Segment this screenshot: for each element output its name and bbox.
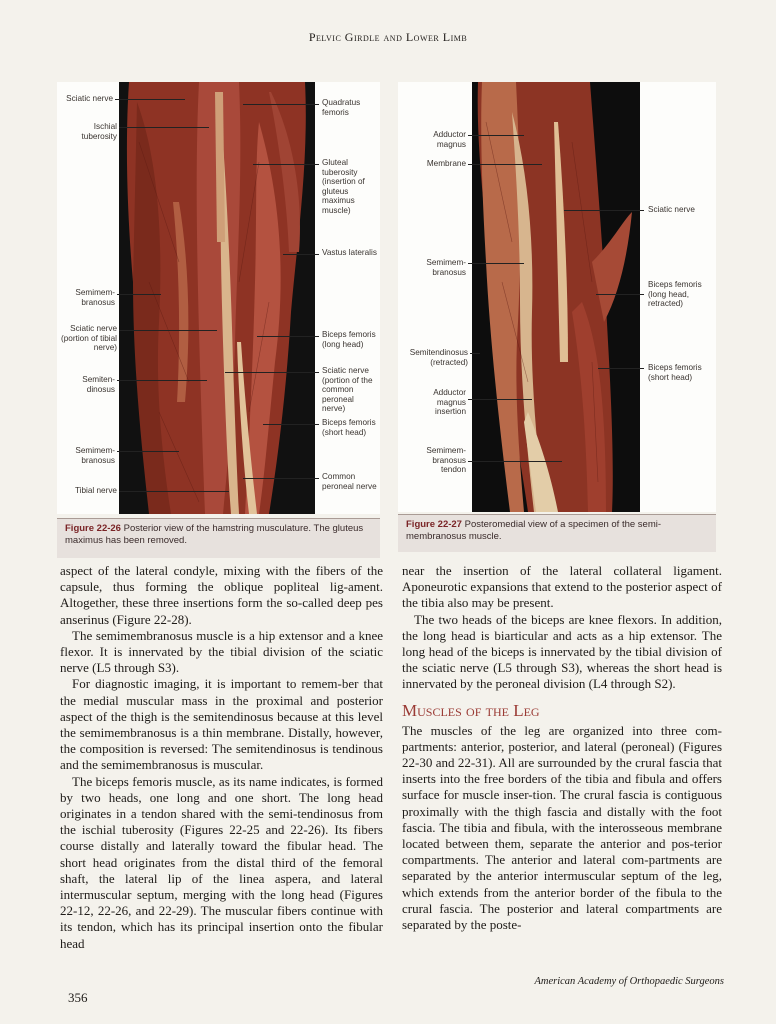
paragraph: The two heads of the biceps are knee flexors. In addition, the long head is biarticular and acts as a hip extensor. The long head of the biceps is innervated by the tibial division of the sciatic nerve (L5 through S3), whereas the short head is innervated by the peroneal division (L4 through S2).	[402, 611, 722, 692]
leader-line	[283, 254, 319, 255]
paragraph: The biceps femoris muscle, as its name indicates, is formed by two heads, one long and one short. The long head originates in a tendon shared with the semi-tendinosus from the ischial tuberosity (Figures 22-25 and 22-26). Its fibers course distally and laterally toward the fibular head. The short head originates from the distal third of the femoral shaft, the lateral lip of the linea aspera, and lateral intermuscular septum, merging with the long head (Figures 22-12, 22-26, and 22-29). The muscular fibers continue with its tendon, which has its principal insertion onto the fibular head	[60, 773, 383, 951]
label-semimembranosus-tendon: Semimem-branosus tendon	[426, 446, 466, 475]
label-sciatic-nerve-tibial: Sciatic nerve (portion of tibial nerve)	[61, 324, 117, 353]
leader-line	[253, 164, 319, 165]
caption-text: Posteromedial view of a specimen of the semi-membranosus muscle.	[406, 519, 662, 542]
publisher-footer: American Academy of Orthopaedic Surgeons	[534, 976, 724, 987]
page-number: 356	[68, 990, 88, 1005]
label-adductor-magnus-insertion: Adductor magnus insertion	[433, 388, 466, 417]
leader-line	[119, 127, 209, 128]
label-sciatic-nerve-peroneal: Sciatic nerve (portion of the common peroneal nerve)	[322, 366, 373, 414]
leader-line	[243, 104, 319, 105]
label-common-peroneal-nerve: Common peroneal nerve	[322, 472, 377, 491]
label-sciatic-nerve: Sciatic nerve	[66, 94, 113, 103]
leader-line	[470, 353, 480, 354]
label-gluteal-tuberosity: Gluteal tuberosity (insertion of gluteus maximus muscle)	[322, 158, 365, 215]
leader-line	[468, 263, 524, 264]
caption-label: Figure 22-26	[65, 523, 121, 534]
paragraph: The semimembranosus muscle is a hip extensor and a knee flexor. It is innervated by the tibial division of the sciatic nerve (L5 through S3).	[60, 627, 383, 676]
leader-line	[117, 451, 179, 452]
figure-22-26	[57, 82, 380, 558]
label-sciatic-nerve: Sciatic nerve	[648, 205, 695, 214]
label-biceps-femoris-short: Biceps femoris (short head)	[648, 363, 702, 382]
paragraph: near the insertion of the lateral collateral ligament. Aponeurotic expansions that extend to the posterior aspect of the tibia also may be present.	[402, 563, 722, 611]
hamstring-specimen-image	[119, 82, 315, 514]
figure-22-27	[398, 82, 716, 552]
semimembranosus-specimen-image	[472, 82, 640, 512]
label-ischial-tuberosity: Ischial tuberosity	[81, 122, 117, 141]
label-semimembranosus: Semimem-branosus	[75, 288, 115, 307]
figure-22-27-caption	[398, 514, 716, 552]
section-heading: Muscles of the Leg	[402, 700, 540, 720]
paragraph: For diagnostic imaging, it is important to remem-ber that the medial muscular mass in the proximal and posterior aspect of the thigh is the semitendinosus because at this level the semimembranosus is a thin membrane. Distally, however, the composition is reversed: The semitendinosus is tendinous and the semimembranosus is muscular.	[60, 676, 383, 773]
left-column-text	[60, 563, 383, 952]
paragraph: aspect of the lateral condyle, mixing with the fibers of the capsule, thus forming the oblique popliteal lig-ament. Altogether, these three insertions form the so-called deep pes anserinus (Figure 22-28).	[60, 563, 383, 627]
label-biceps-femoris-long: Biceps femoris (long head)	[322, 330, 376, 349]
leader-line	[468, 135, 524, 136]
label-vastus-lateralis: Vastus lateralis	[322, 248, 377, 257]
label-membrane: Membrane	[426, 159, 466, 168]
paragraph: The muscles of the leg are organized into three com-partments: anterior, posterior, and lateral (peroneal) (Figures 22-30 and 22-31). All are surrounded by the crural fascia that inserts into the free borders of the tibia and fibula and offers surface for muscle inser-tion. The crural fascia is contiguous proximally with the thigh fascia and distally with the foot fascia. The tibia and fibula, with the interosseous membrane located between them, separate the anterior and pos-terior compartments. The anterior and lateral com-partments are separated by the anterior intermuscular septum of the leg, which extends from the anterior border of the fibula to the crural fascia. The posterior and lateral compartments are separated by the poste-	[402, 722, 722, 933]
label-biceps-femoris-long-retracted: Biceps femoris (long head, retracted)	[648, 280, 702, 309]
leader-line	[596, 294, 644, 295]
label-tibial-nerve: Tibial nerve	[74, 486, 117, 495]
label-quadratus-femoris: Quadratus femoris	[322, 98, 361, 117]
label-semimembranosus-distal: Semimem-branosus	[75, 446, 115, 465]
leader-line	[564, 210, 644, 211]
leader-line	[468, 399, 532, 400]
label-biceps-femoris-short: Biceps femoris (short head)	[322, 418, 376, 437]
leader-line	[117, 380, 207, 381]
leader-line	[225, 372, 319, 373]
caption-label: Figure 22-27	[406, 519, 462, 530]
figure-22-26-caption	[57, 518, 380, 558]
figure-22-27-photo	[398, 82, 716, 512]
leader-line	[257, 336, 319, 337]
running-head: Pelvic Girdle and Lower Limb	[308, 30, 468, 44]
leader-line	[468, 164, 542, 165]
leader-line	[468, 461, 562, 462]
label-semitendinosus: Semiten-dinosus	[82, 375, 115, 394]
label-semimembranosus: Semimem-branosus	[426, 258, 466, 277]
leader-line	[263, 424, 319, 425]
leader-line	[117, 294, 161, 295]
label-adductor-magnus: Adductor magnus	[433, 130, 466, 149]
leader-line	[598, 368, 644, 369]
label-semitendinosus-retracted: Semitendinosus (retracted)	[409, 348, 468, 367]
leader-line	[115, 99, 185, 100]
leader-line	[119, 491, 229, 492]
caption-text: Posterior view of the hamstring musculature. The gluteus maximus has been removed.	[65, 523, 364, 546]
leader-line	[119, 330, 217, 331]
right-column-text	[402, 563, 722, 933]
figure-22-26-photo	[57, 82, 380, 514]
leader-line	[243, 478, 319, 479]
